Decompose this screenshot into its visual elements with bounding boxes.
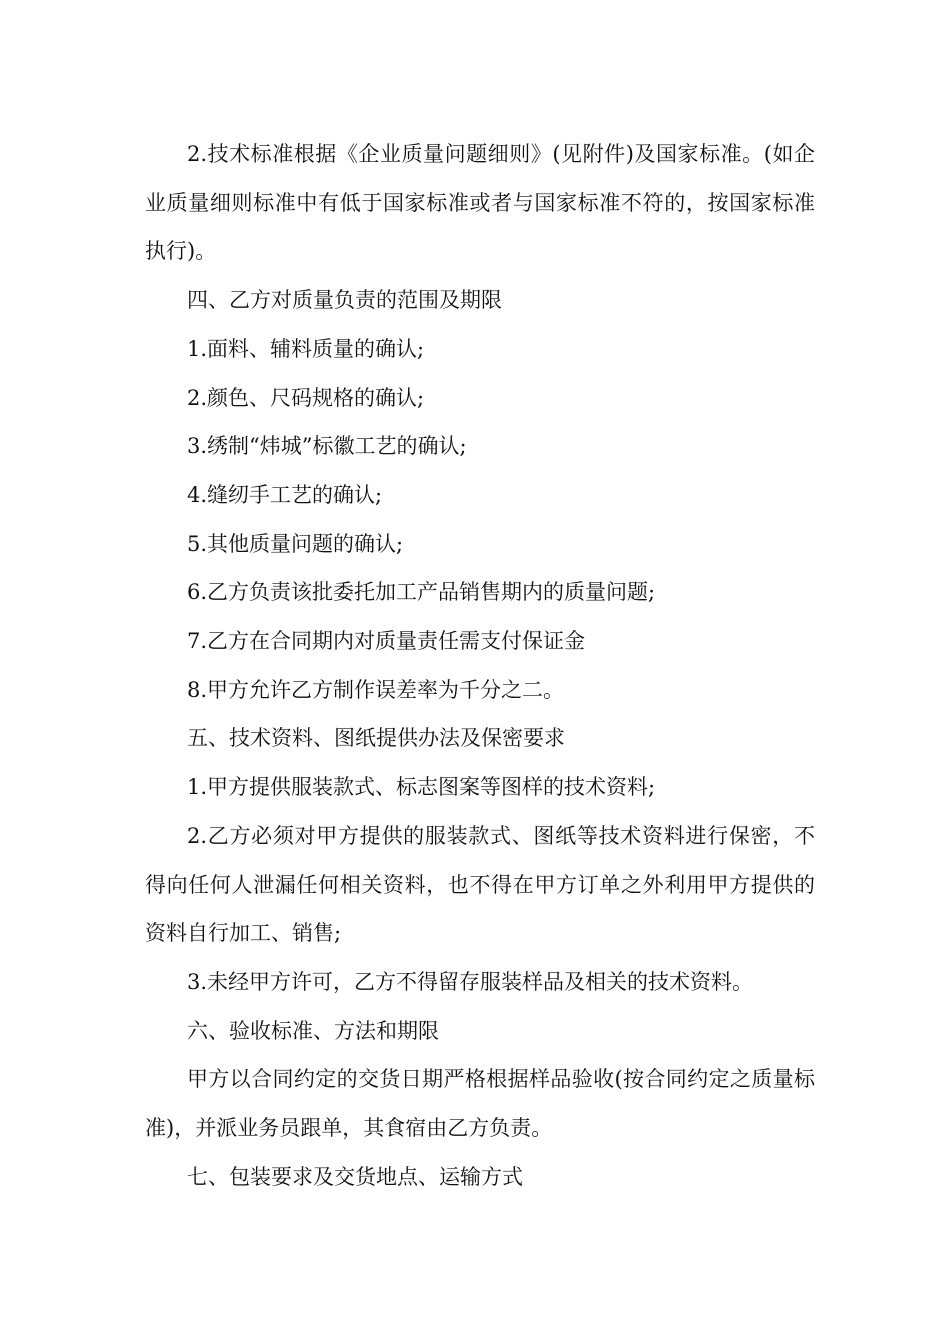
- list-item: 3.绣制“炜城”标徽工艺的确认;: [187, 434, 467, 459]
- list-item: 2.乙方必须对甲方提供的服装款式、图纸等技术资料进行保密，不得向任何人泄漏任何相关资料，也不得在甲方订单之外利用甲方提供的资料自行加工、销售;: [145, 823, 815, 946]
- list-item: 1.甲方提供服装款式、标志图案等图样的技术资料;: [187, 775, 656, 800]
- list-item: 2.颜色、尺码规格的确认;: [187, 385, 425, 410]
- document-body: [145, 130, 815, 1201]
- list-item: 3.未经甲方许可，乙方不得留存服装样品及相关的技术资料。: [187, 969, 754, 994]
- paragraph-acceptance: 甲方以合同约定的交货日期严格根据样品验收(按合同约定之质量标准)，并派业务员跟单，其食宿由乙方负责。: [145, 1067, 815, 1141]
- paragraph-technical-standard: 2.技术标准根据《企业质量问题细则》(见附件)及国家标准。(如企业质量细则标准中有低于国家标准或者与国家标准不符的，按国家标准执行)。: [145, 142, 815, 264]
- section-heading-technical-data: 五、技术资料、图纸提供办法及保密要求: [187, 726, 565, 751]
- list-item: 5.其他质量问题的确认;: [187, 531, 404, 556]
- section-heading-packaging: 七、包装要求及交货地点、运输方式: [187, 1164, 523, 1189]
- list-item: 1.面料、辅料质量的确认;: [187, 336, 425, 361]
- section-heading-acceptance: 六、验收标准、方法和期限: [187, 1018, 439, 1043]
- list-item: 6.乙方负责该批委托加工产品销售期内的质量问题;: [187, 580, 656, 605]
- list-item: 8.甲方允许乙方制作误差率为千分之二。: [187, 677, 565, 702]
- list-item: 7.乙方在合同期内对质量责任需支付保证金: [187, 629, 586, 654]
- list-item: 4.缝纫手工艺的确认;: [187, 482, 383, 507]
- section-heading-quality-scope: 四、乙方对质量负责的范围及期限: [187, 288, 502, 313]
